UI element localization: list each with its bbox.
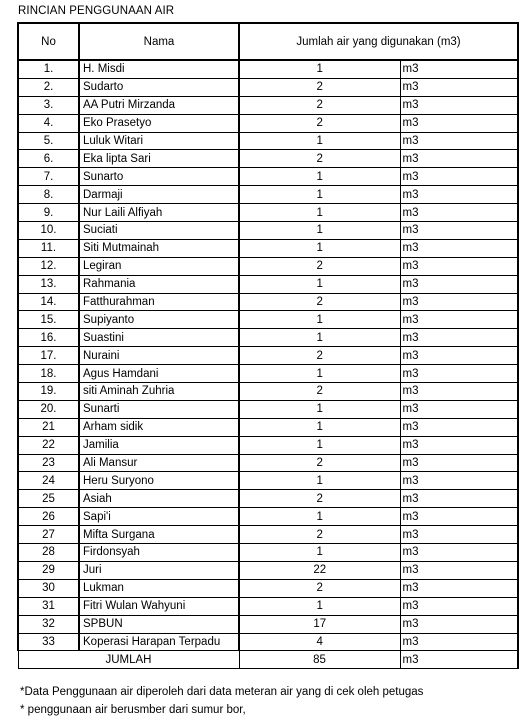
row-unit: m3	[400, 561, 518, 579]
table-row	[18, 597, 518, 615]
row-unit: m3	[400, 347, 518, 365]
row-amount: 2	[239, 150, 400, 168]
row-number: 16.	[18, 329, 79, 347]
row-amount: 1	[239, 239, 400, 257]
footnote-water-source: * penggunaan air berusmber dari sumur bor,	[20, 704, 246, 716]
row-unit: m3	[400, 257, 518, 275]
document-title: RINCIAN PENGGUNAAN AIR	[18, 5, 175, 17]
table-row	[18, 329, 518, 347]
row-unit: m3	[400, 633, 518, 651]
row-number: 6.	[18, 150, 79, 168]
table-row	[18, 293, 518, 311]
row-amount: 1	[239, 418, 400, 436]
row-name: Arham sidik	[79, 418, 239, 436]
table-row	[18, 347, 518, 365]
row-number: 14.	[18, 293, 79, 311]
table-row	[18, 454, 518, 472]
row-unit: m3	[400, 508, 518, 526]
table-row	[18, 544, 518, 562]
row-name: Suastini	[79, 329, 239, 347]
row-name: Fitri Wulan Wahyuni	[79, 597, 239, 615]
row-name: H. Misdi	[79, 60, 239, 78]
row-unit: m3	[400, 222, 518, 240]
water-usage-table	[17, 22, 519, 669]
row-number: 24	[18, 472, 79, 490]
row-number: 10.	[18, 222, 79, 240]
row-unit: m3	[400, 472, 518, 490]
row-unit: m3	[400, 436, 518, 454]
row-name: Mifta Surgana	[79, 526, 239, 544]
row-name: Asiah	[79, 490, 239, 508]
row-amount: 1	[239, 168, 400, 186]
row-number: 31	[18, 597, 79, 615]
table-row	[18, 615, 518, 633]
row-amount: 22	[239, 561, 400, 579]
row-unit: m3	[400, 168, 518, 186]
row-amount: 1	[239, 222, 400, 240]
row-amount: 2	[239, 114, 400, 132]
row-amount: 2	[239, 78, 400, 96]
table-body	[18, 60, 518, 669]
table-row	[18, 365, 518, 383]
row-unit: m3	[400, 275, 518, 293]
row-name: Nuraini	[79, 347, 239, 365]
table-header-row	[18, 23, 518, 60]
row-name: Firdonsyah	[79, 544, 239, 562]
table-row	[18, 275, 518, 293]
row-unit: m3	[400, 365, 518, 383]
row-number: 4.	[18, 114, 79, 132]
row-number: 2.	[18, 78, 79, 96]
row-number: 20.	[18, 400, 79, 418]
column-header-jumlah: Jumlah air yang digunakan (m3)	[239, 23, 518, 60]
row-number: 17.	[18, 347, 79, 365]
row-name: Koperasi Harapan Terpadu	[79, 633, 239, 651]
row-amount: 1	[239, 311, 400, 329]
table-row	[18, 150, 518, 168]
row-number: 28	[18, 544, 79, 562]
table-row	[18, 114, 518, 132]
row-number: 1.	[18, 60, 79, 78]
table-row	[18, 633, 518, 651]
row-unit: m3	[400, 60, 518, 78]
row-number: 9.	[18, 204, 79, 222]
row-name: Suciati	[79, 222, 239, 240]
row-name: Siti Mutmainah	[79, 239, 239, 257]
row-unit: m3	[400, 615, 518, 633]
row-name: Supiyanto	[79, 311, 239, 329]
row-number: 15.	[18, 311, 79, 329]
row-name: Eka lipta Sari	[79, 150, 239, 168]
row-unit: m3	[400, 544, 518, 562]
row-unit: m3	[400, 490, 518, 508]
row-number: 13.	[18, 275, 79, 293]
row-number: 3.	[18, 96, 79, 114]
row-name: Heru Suryono	[79, 472, 239, 490]
row-name: Jamilia	[79, 436, 239, 454]
row-unit: m3	[400, 114, 518, 132]
row-number: 23	[18, 454, 79, 472]
row-number: 26	[18, 508, 79, 526]
row-number: 19.	[18, 383, 79, 401]
total-label: JUMLAH	[18, 651, 239, 669]
row-number: 8.	[18, 186, 79, 204]
row-amount: 1	[239, 186, 400, 204]
row-name: Agus Hamdani	[79, 365, 239, 383]
row-amount: 1	[239, 544, 400, 562]
row-unit: m3	[400, 132, 518, 150]
row-amount: 1	[239, 597, 400, 615]
table-row	[18, 472, 518, 490]
row-number: 5.	[18, 132, 79, 150]
row-unit: m3	[400, 293, 518, 311]
row-number: 25	[18, 490, 79, 508]
row-unit: m3	[400, 400, 518, 418]
row-number: 7.	[18, 168, 79, 186]
row-amount: 2	[239, 454, 400, 472]
row-name: Sudarto	[79, 78, 239, 96]
row-amount: 1	[239, 60, 400, 78]
row-amount: 1	[239, 472, 400, 490]
row-amount: 1	[239, 275, 400, 293]
row-unit: m3	[400, 526, 518, 544]
row-amount: 2	[239, 383, 400, 401]
table-row	[18, 60, 518, 78]
row-amount: 1	[239, 508, 400, 526]
table-row	[18, 78, 518, 96]
row-unit: m3	[400, 204, 518, 222]
row-unit: m3	[400, 597, 518, 615]
row-unit: m3	[400, 418, 518, 436]
row-name: SPBUN	[79, 615, 239, 633]
row-unit: m3	[400, 579, 518, 597]
row-number: 22	[18, 436, 79, 454]
row-unit: m3	[400, 186, 518, 204]
row-amount: 1	[239, 329, 400, 347]
table-row	[18, 436, 518, 454]
row-name: Legiran	[79, 257, 239, 275]
table-row	[18, 579, 518, 597]
row-number: 18.	[18, 365, 79, 383]
row-name: Sunarti	[79, 400, 239, 418]
table-row	[18, 311, 518, 329]
row-amount: 17	[239, 615, 400, 633]
row-amount: 1	[239, 436, 400, 454]
table-row	[18, 561, 518, 579]
row-unit: m3	[400, 329, 518, 347]
row-name: siti Aminah Zuhria	[79, 383, 239, 401]
row-amount: 2	[239, 347, 400, 365]
row-name: Nur Laili Alfiyah	[79, 204, 239, 222]
row-name: Juri	[79, 561, 239, 579]
row-amount: 4	[239, 633, 400, 651]
row-name: Rahmania	[79, 275, 239, 293]
row-number: 30	[18, 579, 79, 597]
table-row	[18, 132, 518, 150]
row-amount: 1	[239, 204, 400, 222]
footnote-data-source: *Data Penggunaan air diperoleh dari data meteran air yang di cek oleh petugas	[20, 686, 424, 698]
table-row	[18, 400, 518, 418]
row-number: 32	[18, 615, 79, 633]
row-unit: m3	[400, 150, 518, 168]
column-header-no: No	[18, 23, 79, 60]
table-row	[18, 257, 518, 275]
total-unit: m3	[400, 651, 518, 669]
table-row	[18, 490, 518, 508]
table-row	[18, 526, 518, 544]
row-amount: 1	[239, 132, 400, 150]
row-number: 12.	[18, 257, 79, 275]
row-amount: 2	[239, 579, 400, 597]
row-amount: 1	[239, 400, 400, 418]
table-row	[18, 204, 518, 222]
row-name: AA Putri Mirzanda	[79, 96, 239, 114]
row-number: 29	[18, 561, 79, 579]
row-number: 27	[18, 526, 79, 544]
row-number: 21	[18, 418, 79, 436]
table-row	[18, 418, 518, 436]
row-name: Lukman	[79, 579, 239, 597]
row-unit: m3	[400, 311, 518, 329]
row-amount: 2	[239, 293, 400, 311]
row-name: Darmaji	[79, 186, 239, 204]
row-name: Eko Prasetyo	[79, 114, 239, 132]
column-header-nama: Nama	[79, 23, 239, 60]
total-row	[18, 651, 518, 669]
table-row	[18, 222, 518, 240]
table-row	[18, 96, 518, 114]
row-unit: m3	[400, 454, 518, 472]
table-row	[18, 239, 518, 257]
table-row	[18, 508, 518, 526]
row-unit: m3	[400, 78, 518, 96]
row-name: Sunarto	[79, 168, 239, 186]
row-name: Sapi'i	[79, 508, 239, 526]
row-number: 33	[18, 633, 79, 651]
total-amount: 85	[239, 651, 400, 669]
row-unit: m3	[400, 239, 518, 257]
row-amount: 2	[239, 96, 400, 114]
table-row	[18, 383, 518, 401]
row-amount: 2	[239, 257, 400, 275]
row-name: Fatthurahman	[79, 293, 239, 311]
row-unit: m3	[400, 383, 518, 401]
row-amount: 1	[239, 365, 400, 383]
row-name: Ali Mansur	[79, 454, 239, 472]
table-row	[18, 168, 518, 186]
row-amount: 2	[239, 490, 400, 508]
table-row	[18, 186, 518, 204]
row-unit: m3	[400, 96, 518, 114]
row-name: Luluk Witari	[79, 132, 239, 150]
footnotes	[20, 683, 423, 719]
row-number: 11.	[18, 239, 79, 257]
row-amount: 2	[239, 526, 400, 544]
